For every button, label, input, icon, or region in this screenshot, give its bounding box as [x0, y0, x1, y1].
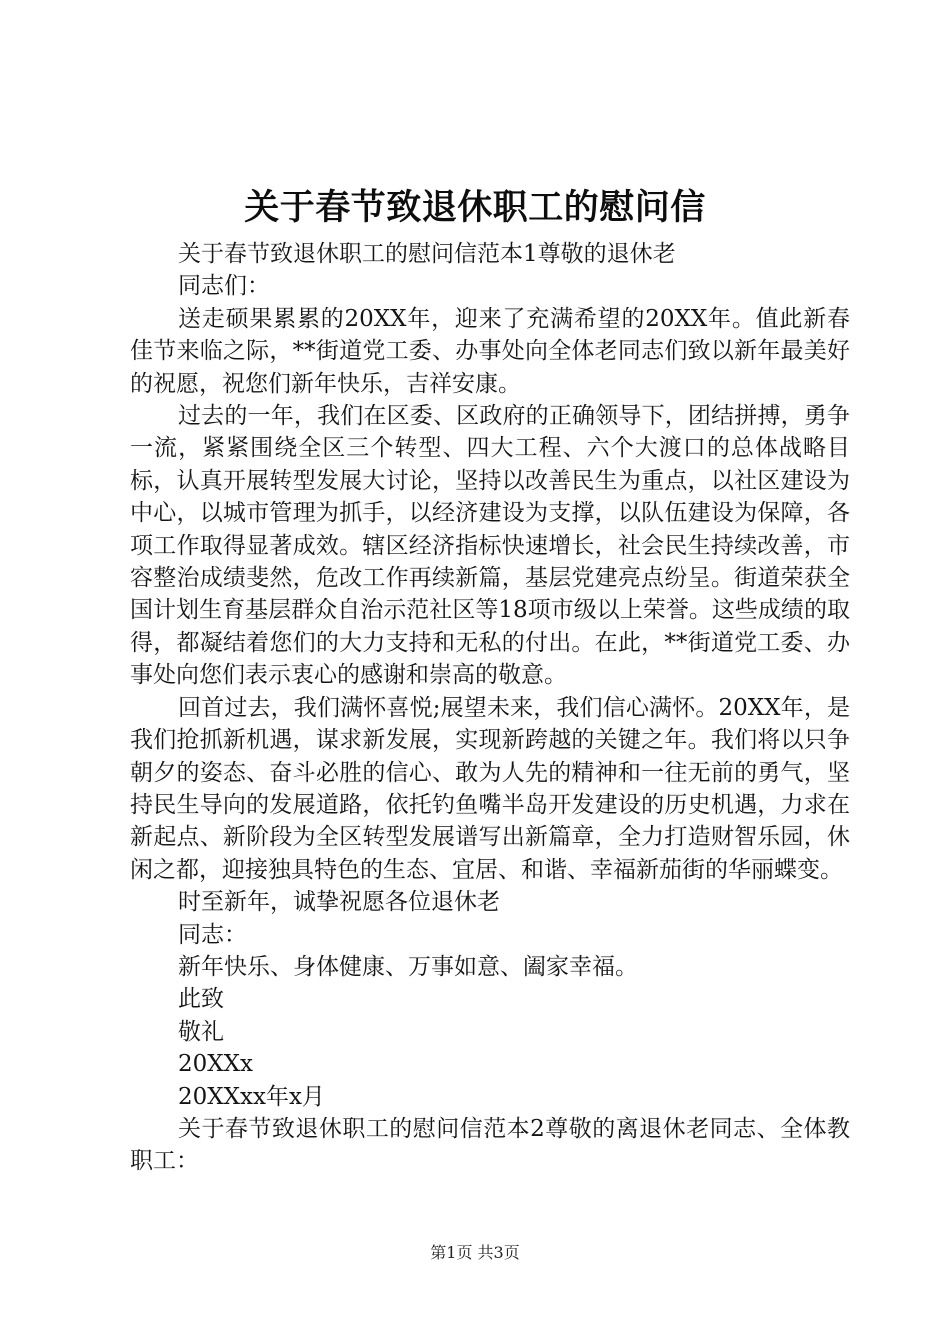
- closing-jingli: 敬礼: [178, 1018, 224, 1045]
- signature-sender: 20XXx: [178, 1051, 253, 1078]
- closing-cizhi: 此致: [178, 986, 224, 1013]
- document-title: 关于春节致退休职工的慰问信: [244, 187, 706, 228]
- paragraph-past-year-review: 过去的一年，我们在区委、区政府的正确领导下，团结拼搏，勇争一流，紧紧围绕全区三个转型、四大工程、六个大渡口的总体战略目标，认真开展转型发展大讨论，坚持以改善民生为重点，以社区建设为中心，以城市管理为抓手，以经济建设为支撑，以队伍建设为保障，各项工作取得显著成效。辖区经济指标快速增长，社会民生持续改善，市容整治成绩斐然，危改工作再续新篇，基层党建亮点纷呈。街道荣获全国计划生育基层群众自治示范社区等18项市级以上荣誉。这些成绩的取得，都凝结着您们的大力支持和无私的付出。在此，**街道党工委、办事处向您们表示衷心的感谢和崇高的敬意。: [130, 403, 850, 689]
- paragraph-new-year-greeting: 送走硕果累累的20XX年，迎来了充满希望的20XX年。值此新春佳节来临之际，**街道党工委、办事处向全体老同志们致以新年最美好的祝愿，祝您们新年快乐，吉祥安康。: [130, 305, 850, 397]
- paragraph-salutation-intro: 关于春节致退休职工的慰问信范本1尊敬的退休老: [178, 241, 676, 267]
- paragraph-sample2-intro: 关于春节致退休职工的慰问信范本2尊敬的离退休老同志、全体教职工：: [130, 1115, 850, 1175]
- document-body: [130, 238, 850, 1178]
- paragraph-salutation-comrades: 同志们：: [178, 273, 270, 300]
- page-number-footer: 第1页 共3页: [430, 1243, 520, 1262]
- paragraph-wishes-intro: 时至新年，诚挚祝愿各位退休老: [178, 889, 500, 916]
- paragraph-wishes: 新年快乐、身体健康、万事如意、阖家幸福。: [178, 953, 638, 980]
- paragraph-future-outlook: 回首过去，我们满怀喜悦;展望未来，我们信心满怀。20XX年，是我们抢抓新机遇，谋求新发展，实现新跨越的关键之年。我们将以只争朝夕的姿态、奋斗必胜的信心、敢为人先的精神和一往无前的勇气，坚持民生导向的发展道路，依托钓鱼嘴半岛开发建设的历史机遇，力求在新起点、新阶段为全区转型发展谱写出新篇章，全力打造财智乐园，休闲之都，迎接独具特色的生态、宜居、和谐、幸福新茄街的华丽蝶变。: [130, 694, 850, 883]
- paragraph-wishes-comrades: 同志：: [178, 921, 247, 948]
- signature-date: 20XXxx年x月: [178, 1083, 325, 1110]
